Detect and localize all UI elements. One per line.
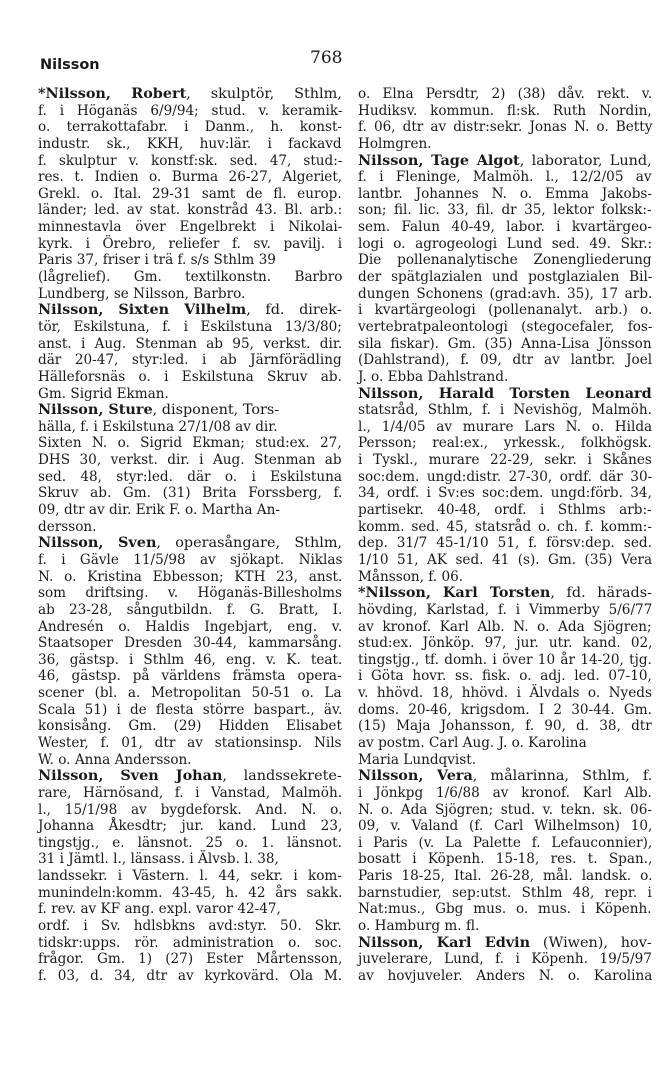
text-line: tör, Eskilstuna, f. i Eskilstuna 13/3/80; xyxy=(38,318,342,335)
text-line: Wester, f. 01, dtr av stationsinsp. Nils xyxy=(38,734,342,751)
text-line: 31 i Jämtl. l., länsass. i Älvsb. l. 38, xyxy=(38,851,279,868)
text-line: partisekr. 40-48, ordf. i Sthlms arb:- xyxy=(358,502,652,519)
text-line: soc:dem. ungd:distr. 27-30, ordf. där 30- xyxy=(358,468,653,485)
running-head: Nilsson xyxy=(40,57,100,73)
text-line: munindeln:komm. 43-45, h. 42 års sakk. xyxy=(38,884,343,901)
text-line: Nilsson, Sven, operasångare, Sthlm, xyxy=(38,534,343,552)
text-line: Nilsson, Vera, målarinna, Sthlm, f. xyxy=(358,767,653,785)
text-line: ordf. i Sv. hdlsbkns avd:styr. 50. Skr. xyxy=(38,918,342,935)
text-line: stud:ex. Jönköp. 97, jur. utr. kand. 02, xyxy=(358,635,653,652)
text-line: industr. sk., KKH, huv:lär. i fackavd xyxy=(38,135,342,152)
text-line: Hälleforsnäs o. i Eskilstuna Skruv ab. xyxy=(38,368,342,385)
text-line: doms. 20-46, krigsdom. I 2 30-44. Gm. xyxy=(358,701,652,718)
text-line: o. Elna Persdtr, 2) (38) dåv. rekt. v. xyxy=(358,86,653,102)
text-line: f. 06, dtr av distr:sekr. Jonas N. o. Betty xyxy=(358,119,653,136)
text-line: i Göta hovr. ss. fisk. o. adj. led. 07-10, xyxy=(358,668,652,685)
text-line: Nat:mus., Gbg mus. o. mus. i Köpenh. xyxy=(358,901,652,918)
text-line: DHS 30, verkst. dir. i Aug. Stenman ab xyxy=(38,452,342,469)
text-line: *Nilsson, Robert, skulptör, Sthlm, xyxy=(38,85,342,102)
text-line: där 20-47, styr:led. i ab Järnförädling xyxy=(38,352,342,369)
text-line: minnestavla över Engelbrekt i Nikolai- xyxy=(38,219,343,236)
text-line: Gm. Sigrid Ekman. xyxy=(38,385,169,402)
text-line: Nilsson, Sixten Vilhelm, fd. direk- xyxy=(38,301,342,319)
right-column xyxy=(358,86,652,985)
text-line: kyrk. i Örebro, reliefer f. sv. pavilj. i xyxy=(38,235,343,252)
text-line: hälla, f. i Eskilstuna 27/1/08 av dir. xyxy=(38,418,278,435)
text-line: i Jönkpg 1/6/88 av kronof. Karl Alb. xyxy=(358,784,652,801)
text-line: Die pollenanalytische Zonengliederung xyxy=(358,252,652,269)
text-line: J. o. Ebba Dahlstrand. xyxy=(358,368,509,385)
text-line: Skruv ab. Gm. (31) Brita Forssberg, f. xyxy=(38,485,343,502)
text-line: frågor. Gm. 1) (27) Ester Mårtensson, xyxy=(38,951,343,968)
text-line: scener (bl. a. Metropolitan 50-51 o. La xyxy=(38,685,342,702)
text-line: l., 1/4/05 av murare Lars N. o. Hilda xyxy=(358,418,653,435)
text-line: 1/10 51, AK sed. 41 (s). Gm. (35) Vera xyxy=(358,551,653,568)
text-line: konsisång. Gm. (29) Hidden Elisabet xyxy=(38,718,342,735)
text-line: Staatsoper Dresden 30-44, kammarsång. xyxy=(38,635,342,652)
text-line: Johanna Åkesdtr; jur. kand. Lund 23, xyxy=(38,818,343,835)
text-line: dersson. xyxy=(38,518,97,535)
text-line: Sixten N. o. Sigrid Ekman; stud:ex. 27, xyxy=(38,435,342,452)
text-line: tingstjg., tf. domh. i över 10 år 14-20, tjg. xyxy=(358,651,652,668)
text-line: sila fiskar). Gm. (35) Anna-Lisa Jönsson xyxy=(358,335,652,352)
text-line: f. i Fleninge, Malmöh. l., 12/2/05 av xyxy=(358,169,652,186)
text-line: sem. Falun 40-49, labor. i kvartärgeo- xyxy=(358,219,652,236)
text-line: N. o. Ada Sjögren; stud. v. tekn. sk. 06- xyxy=(358,801,652,818)
text-line: i Paris (v. La Palette f. Lefauconnier), xyxy=(358,834,653,851)
text-line: Paris 18-25, Ital. 26-28, mål. landsk. o. xyxy=(358,868,653,885)
text-line: *Nilsson, Karl Torsten, fd. härads- xyxy=(358,584,653,602)
text-line: f. 03, d. 34, dtr av kyrkovärd. Ola M. xyxy=(38,967,343,984)
page-number: 768 xyxy=(310,48,343,68)
text-line: res. t. Indien o. Burma 26-27, Algeriet, xyxy=(38,169,343,186)
text-line: anst. i Aug. Stenman ab 95, verkst. dir. xyxy=(38,335,343,352)
text-line: f. i Höganäs 6/9/94; stud. v. keramik- xyxy=(38,102,343,119)
text-line: v. hhövd. 18, hhövd. i Älvdals o. Nyeds xyxy=(358,685,652,702)
text-line: i kvartärgeologi (pollenanalyt. arb.) o. xyxy=(358,302,653,319)
text-line: landssekr. i Västern. l. 44, sekr. i kom- xyxy=(38,868,342,885)
text-line: tidskr:upps. rör. administration o. soc. xyxy=(38,934,342,951)
text-line: som driftsing. v. Höganäs-Billesholms xyxy=(38,585,343,602)
text-line: (lågrelief). Gm. textilkonstn. Barbro xyxy=(38,269,343,286)
text-line: 34, ordf. i Sv:es soc:dem. ungd:förb. 34, xyxy=(358,485,652,502)
text-line: av hovjuveler. Anders N. o. Karolina xyxy=(358,967,653,984)
text-line: hövding, Karlstad, f. i Vimmerby 5/6/77 xyxy=(358,601,653,618)
text-line: (Dahlstrand), f. 09, dtr av lantbr. Joel xyxy=(358,352,653,369)
text-line: bosatt i Köpenh. 15-18, res. t. Span., xyxy=(358,851,653,868)
text-line: Lundberg, se Nilsson, Barbro. xyxy=(38,285,246,302)
text-line: Nilsson, Karl Edvin (Wiwen), hov- xyxy=(358,933,652,951)
text-line: i Tyskl., murare 22-29, sekr. i Skånes xyxy=(358,452,652,469)
text-line: Nilsson, Tage Algot, laborator, Lund, xyxy=(358,151,652,169)
text-line: lantbr. Johannes N. o. Emma Jakobs- xyxy=(358,185,652,202)
text-line: logi o. agrogeologi Lund sed. 49. Skr.: xyxy=(358,235,653,252)
text-line: o. terrakottafabr. i Danm., h. konst- xyxy=(38,119,343,136)
text-line: Paris 37, friser i trä f. s/s Sthlm 39 xyxy=(38,252,276,269)
text-line: tingstjg., e. länsnot. 25 o. 1. länsnot. xyxy=(38,834,342,851)
text-line: Grekl. o. Ital. 29-31 samt de fl. europ. xyxy=(38,185,342,202)
left-column xyxy=(38,86,342,985)
text-line: der spätglazialen und postglazialen Bil- xyxy=(358,269,653,286)
text-line: länder; led. av stat. konstråd 43. Bl. arb.: xyxy=(38,202,343,219)
text-line: Nilsson, Sven Johan, landssekrete- xyxy=(38,767,342,785)
text-line: l., 15/1/98 av bygdeforsk. And. N. o. xyxy=(38,801,343,818)
text-line: ab 23-28, sångutbildn. f. G. Bratt, I. xyxy=(38,601,343,618)
text-line: dungen Schonens (grad:avh. 35), 17 arb. xyxy=(358,285,653,302)
text-line: o. Hamburg m. fl. xyxy=(358,918,480,935)
text-line: Nilsson, Harald Torsten Leonard xyxy=(358,384,652,402)
text-line: son; fil. lic. 33, fil. dr 35, lektor folksk:- xyxy=(358,202,652,219)
text-line: f. rev. av KF ang. expl. varor 42-47, xyxy=(38,901,281,918)
text-line: Scala 51) i de flesta större baspart., äv. xyxy=(38,701,343,718)
text-line: W. o. Anna Andersson. xyxy=(38,751,192,768)
text-line: Persson; real:ex., yrkessk., folkhögsk. xyxy=(358,435,652,452)
text-line: Andresén o. Haldis Ingebjart, eng. v. xyxy=(38,618,343,635)
text-line: statsråd, Sthlm, f. i Nevishög, Malmöh. xyxy=(358,402,652,419)
text-line: (15) Maja Johansson, f. 90, d. 38, dtr xyxy=(358,718,652,735)
text-line: 09, dtr av dir. Erik F. o. Martha An- xyxy=(38,502,280,519)
text-line: N. o. Kristina Ebbesson; KTH 23, anst. xyxy=(38,568,343,585)
text-line: rare, Härnösand, f. i Vanstad, Malmöh. xyxy=(38,784,343,801)
text-line: Månsson, f. 06. xyxy=(358,568,464,585)
text-line: 09, v. Valand (f. Carl Wilhelmson) 10, xyxy=(358,818,653,835)
text-line: 46, gästsp. på världens främsta opera- xyxy=(38,668,342,685)
text-line: 36, gästsp. i Sthlm 46, eng. v. K. teat. xyxy=(38,651,343,668)
text-line: Nilsson, Sture, disponent, Tors- xyxy=(38,401,280,419)
text-line: av postm. Carl Aug. J. o. Karolina xyxy=(358,734,587,751)
text-line: dep. 31/7 45-1/10 51, f. försv:dep. sed. xyxy=(358,535,652,552)
text-line: f. skulptur v. konstf:sk. sed. 47, stud:- xyxy=(38,152,343,169)
text-line: av kronof. Karl Alb. N. o. Ada Sjögren; xyxy=(358,618,652,635)
text-line: komm. sed. 45, statsråd o. ch. f. komm:- xyxy=(358,518,652,535)
text-line: f. i Gävle 11/5/98 av sjökapt. Niklas xyxy=(38,551,343,568)
text-line: barnstudier, sep:utst. Sthlm 48, repr. i xyxy=(358,884,652,901)
text-line: Maria Lundqvist. xyxy=(358,751,477,768)
text-line: juvelerare, Lund, f. i Köpenh. 19/5/97 xyxy=(358,951,652,968)
text-line: Hudiksv. kommun. fl:sk. Ruth Nordin, xyxy=(358,102,652,119)
text-line: vertebratpaleontologi (stegocefaler, fos- xyxy=(358,318,653,335)
text-line: Holmgren. xyxy=(358,135,432,152)
text-line: sed. 48, styr:led. där o. i Eskilstuna xyxy=(38,468,343,485)
